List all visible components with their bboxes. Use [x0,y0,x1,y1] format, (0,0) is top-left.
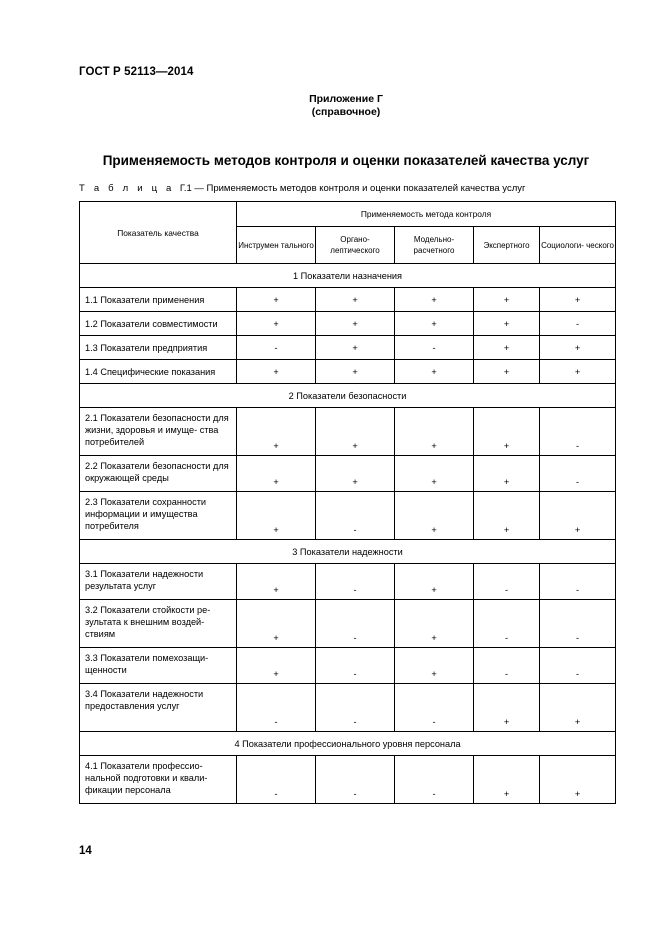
table-row [80,312,616,336]
indicator-label: 1.2 Показатели совместимости [80,312,237,336]
applicability-mark: - [316,600,395,648]
applicability-mark: + [395,312,474,336]
indicator-label: 1.1 Показатели применения [80,288,237,312]
section-row [80,732,616,756]
applicability-mark: - [474,564,540,600]
appendix-type: (справочное) [311,106,381,118]
applicability-mark: + [316,288,395,312]
applicability-mark: + [540,336,616,360]
applicability-mark: - [540,408,616,456]
applicability-mark: + [474,360,540,384]
applicability-mark: + [395,408,474,456]
applicability-mark: + [474,336,540,360]
table-caption-text: Г.1 — Применяемость методов контроля и оценки показателей качества услуг [179,183,526,194]
applicability-mark: - [395,756,474,804]
applicability-mark: + [540,288,616,312]
indicator-label: 4.1 Показатели профессио- нальной подготовки и квали- фикации персонала [80,756,237,804]
applicability-mark: - [316,648,395,684]
quality-methods-table [79,201,616,804]
applicability-mark: + [395,564,474,600]
table-row [80,648,616,684]
applicability-mark: - [540,600,616,648]
applicability-mark: + [237,312,316,336]
indicator-label: 1.4 Специфические показания [80,360,237,384]
applicability-mark: - [395,336,474,360]
applicability-mark: + [395,360,474,384]
table-row [80,684,616,732]
applicability-mark: + [395,492,474,540]
column-header-method: Модельно- расчетного [395,227,474,264]
applicability-mark: + [395,600,474,648]
applicability-mark: + [237,564,316,600]
column-header-methods: Применяемость метода контроля [237,202,616,227]
applicability-mark: - [316,756,395,804]
section-title: 2 Показатели безопасности [80,384,616,408]
applicability-mark: + [395,456,474,492]
page-number: 14 [79,845,92,857]
column-header-method: Инструмен тального [237,227,316,264]
applicability-mark: + [540,360,616,384]
table-row [80,456,616,492]
indicator-label: 3.4 Показатели надежности предоставления услуг [80,684,237,732]
applicability-mark: + [316,360,395,384]
applicability-mark: + [316,336,395,360]
section-row [80,384,616,408]
applicability-mark: + [237,492,316,540]
column-header-method: Социологи- ческого [540,227,616,264]
table-row [80,756,616,804]
applicability-mark: - [316,684,395,732]
section-title: 1 Показатели назначения [80,264,616,288]
section-title: 3 Показатели надежности [80,540,616,564]
applicability-mark: + [474,456,540,492]
table-row [80,336,616,360]
applicability-mark: + [237,648,316,684]
section-row [80,540,616,564]
applicability-mark: + [474,684,540,732]
applicability-mark: + [474,288,540,312]
table-row [80,360,616,384]
table-header [80,202,616,264]
table-row [80,408,616,456]
applicability-mark: - [237,336,316,360]
applicability-mark: + [395,288,474,312]
applicability-mark: + [316,408,395,456]
indicator-label: 3.3 Показатели помехозащи- щенности [80,648,237,684]
indicator-label: 3.1 Показатели надежности результата услуг [80,564,237,600]
indicator-label: 3.2 Показатели стойкости ре- зультата к внешним воздей- ствиям [80,600,237,648]
section-title: 4 Показатели профессионального уровня персонала [80,732,616,756]
applicability-mark: + [237,600,316,648]
applicability-mark: - [540,564,616,600]
table-row [80,564,616,600]
applicability-mark: - [474,600,540,648]
applicability-mark: + [474,756,540,804]
table-caption [79,183,525,194]
applicability-mark: + [540,492,616,540]
applicability-mark: - [316,564,395,600]
table-row [80,600,616,648]
applicability-mark: - [395,684,474,732]
indicator-label: 2.3 Показатели сохранности информации и имущества потребителя [80,492,237,540]
standard-code: ГОСТ Р 52113—2014 [79,66,194,78]
applicability-mark: + [474,408,540,456]
applicability-mark: + [316,456,395,492]
table-caption-prefix: Т а б л и ц а [79,183,175,194]
applicability-mark: + [237,456,316,492]
indicator-label: 2.2 Показатели безопасности для окружающей среды [80,456,237,492]
applicability-mark: - [540,648,616,684]
applicability-mark: + [474,312,540,336]
applicability-mark: - [237,756,316,804]
applicability-mark: + [316,312,395,336]
table-row [80,492,616,540]
column-header-method: Экспертного [474,227,540,264]
applicability-mark: + [237,288,316,312]
applicability-mark: - [474,648,540,684]
applicability-mark: + [540,756,616,804]
applicability-mark: - [316,492,395,540]
indicator-label: 1.3 Показатели предприятия [80,336,237,360]
column-header-indicator: Показатель качества [80,202,237,264]
applicability-mark: + [540,684,616,732]
applicability-mark: + [474,492,540,540]
applicability-mark: - [540,312,616,336]
indicator-label: 2.1 Показатели безопасности для жизни, здоровья и имуще- ства потребителей [80,408,237,456]
applicability-mark: - [540,456,616,492]
appendix-title: Приложение Г [309,93,383,105]
applicability-mark: + [395,648,474,684]
table-row [80,288,616,312]
applicability-mark: + [237,408,316,456]
column-header-method: Органо- лептического [316,227,395,264]
section-row [80,264,616,288]
table-body [80,264,616,804]
applicability-mark: + [237,360,316,384]
page-title: Применяемость методов контроля и оценки показателей качества услуг [102,153,590,168]
appendix-heading [0,93,662,119]
applicability-mark: - [237,684,316,732]
